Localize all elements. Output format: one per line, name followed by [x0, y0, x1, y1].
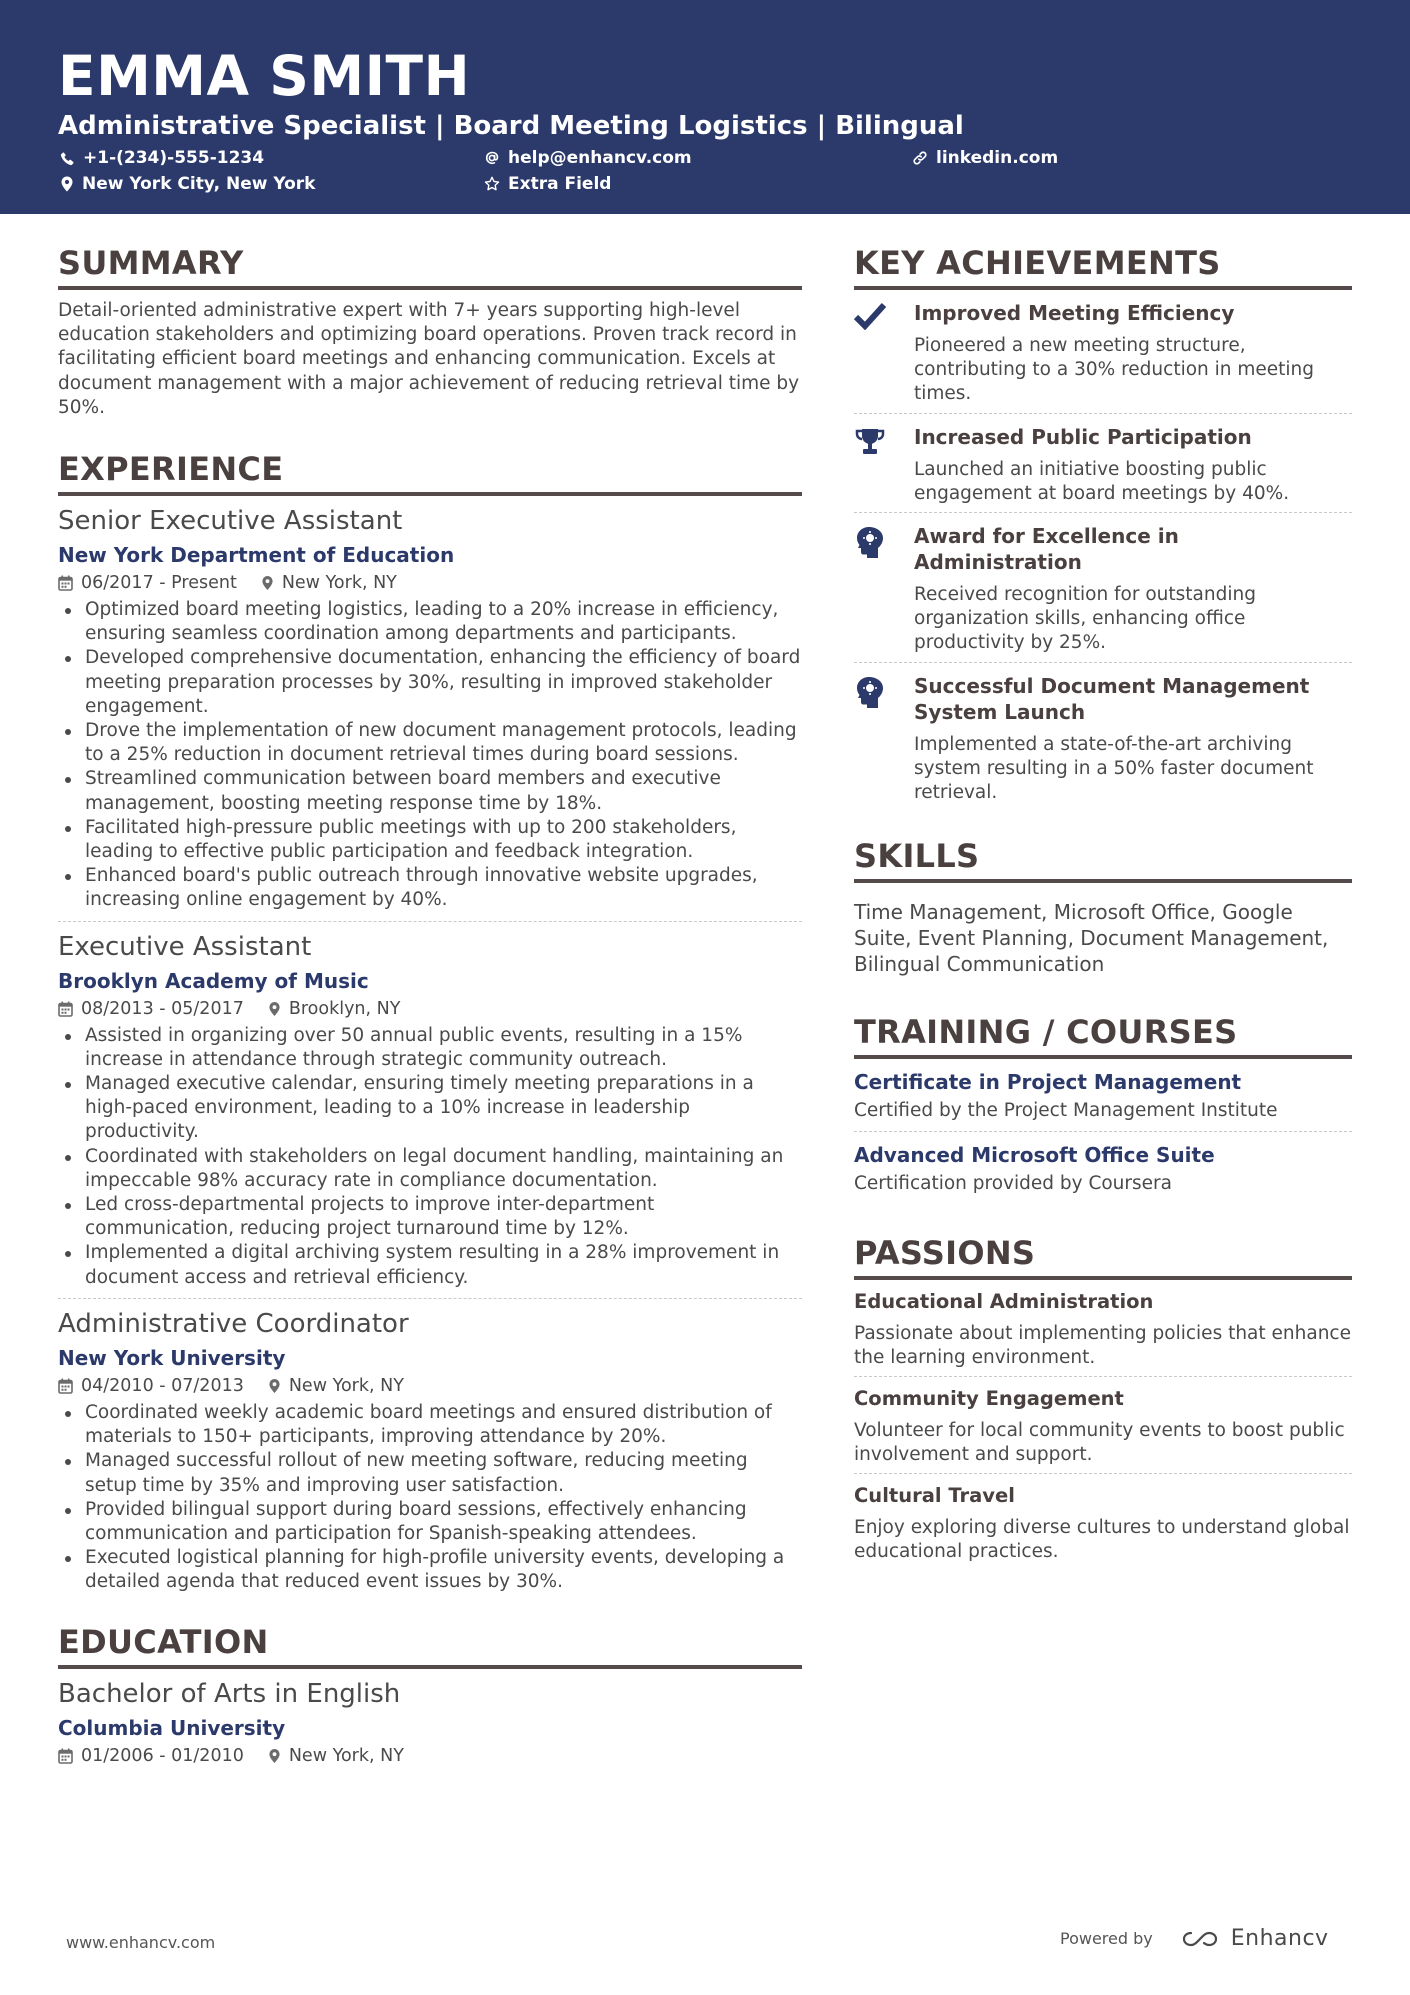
phone-text: +1-(234)-555-1234 [83, 148, 265, 168]
achievement-icon-wrap [854, 523, 914, 656]
job-bullet: Optimized board meeting logistics, leading to a 20% increase in efficiency, ensuring seamless coordination among departments and participants. [58, 598, 802, 646]
passion-desc: Enjoy exploring diverse cultures to understand global educational practices. [854, 1517, 1350, 1563]
achievement-item [854, 290, 1352, 413]
skills-heading: SKILLS [854, 837, 1352, 883]
job-title: Executive Assistant [58, 931, 312, 962]
course-title: Advanced Microsoft Office Suite [854, 1143, 1215, 1168]
location-pin-icon [268, 1378, 281, 1394]
job-bullet: Assisted in organizing over 50 annual public events, resulting in a 15% increase in attendance through strategic community outreach. [58, 1024, 802, 1072]
course-item [854, 1059, 1352, 1131]
passions-section [854, 1234, 1352, 1570]
achievement-desc: Launched an initiative boosting public engagement at board meetings by 40%. [914, 458, 1290, 504]
school-name: Columbia University [58, 1715, 286, 1740]
passion-item [854, 1280, 1352, 1376]
company-name: Brooklyn Academy of Music [58, 968, 369, 993]
achievement-icon-wrap [854, 673, 914, 806]
course-desc: Certified by the Project Management Institute [854, 1100, 1278, 1122]
achievement-item [854, 512, 1352, 662]
email-text: help@enhancv.com [508, 148, 692, 168]
achievement-title: Improved Meeting Efficiency [914, 301, 1235, 325]
summary-text: Detail-oriented administrative expert with 7+ years supporting high-level education stakeholders and optimizing board operations. Proven track record in facilitating efficient board meetings and enhancing communication. Excels at document management with a major achievement of reducing retrieval time by 50%. [58, 300, 800, 418]
linkedin-text: linkedin.com [936, 148, 1059, 168]
achievements-heading: KEY ACHIEVEMENTS [854, 244, 1352, 290]
achievement-item [854, 662, 1352, 812]
training-list [854, 1059, 1352, 1204]
footer-branding[interactable] [1060, 1926, 1329, 1951]
job-bullet: Coordinated weekly academic board meetings and ensured distribution of materials to 150+ participants, improving attendance by 20%. [58, 1401, 802, 1449]
achievement-desc: Pioneered a new meeting structure, contributing to a 30% reduction in meeting times. [914, 335, 1315, 405]
job-bullets [58, 598, 802, 913]
job-bullet: Developed comprehensive documentation, enhancing the efficiency of board meeting preparation processes by 30%, resulting in improved stakeholder engagement. [58, 646, 802, 719]
contact-email[interactable] [484, 148, 692, 168]
job-meta [58, 572, 802, 594]
job-dates: 06/2017 - Present [81, 573, 237, 594]
contact-phone[interactable] [60, 148, 264, 168]
trophy-icon [854, 426, 886, 458]
course-desc: Certification provided by Coursera [854, 1173, 1172, 1195]
powered-by-text: Powered by [1060, 1929, 1153, 1948]
left-column [58, 244, 802, 1767]
job-bullet: Drove the implementation of new document management protocols, leading to a 25% reduction in document retrieval times during board sessions. [58, 719, 802, 767]
job-bullet: Managed successful rollout of new meeting software, reducing meeting setup time by 35% and improving user satisfaction. [58, 1449, 802, 1497]
job-entry [58, 1298, 802, 1595]
achievement-title: Award for Excellence in Administration [914, 524, 1179, 575]
candidate-title: Administrative Specialist | Board Meeting Logistics | Bilingual [58, 111, 964, 141]
passion-desc: Volunteer for local community events to boost public involvement and support. [854, 1420, 1345, 1466]
contact-location [60, 174, 315, 194]
achievement-icon-wrap [854, 300, 914, 407]
passion-title: Community Engagement [854, 1387, 1124, 1411]
course-item [854, 1131, 1352, 1204]
achievement-body [914, 523, 1352, 656]
right-column [854, 244, 1352, 1570]
company-name: New York University [58, 1345, 286, 1370]
training-section [854, 1013, 1352, 1204]
calendar-icon [58, 1001, 73, 1017]
resume-header [0, 0, 1410, 214]
location-pin-icon [60, 176, 74, 192]
calendar-icon [58, 575, 73, 591]
achievements-section [854, 244, 1352, 811]
passions-heading: PASSIONS [854, 1234, 1352, 1280]
location-pin-icon [261, 575, 274, 591]
achievement-body [914, 424, 1352, 506]
phone-icon [60, 151, 75, 166]
job-bullet: Managed executive calendar, ensuring timely meeting preparations in a high-paced environment, leading to a 10% increase in leadership productivity. [58, 1072, 802, 1145]
job-dates: 08/2013 - 05/2017 [81, 998, 244, 1019]
job-bullet: Implemented a digital archiving system resulting in a 28% improvement in document access and retrieval efficiency. [58, 1241, 802, 1289]
job-bullets [58, 1024, 802, 1290]
job-dates: 04/2010 - 07/2013 [81, 1375, 244, 1396]
job-meta [58, 998, 802, 1020]
enhancv-logo-icon [1179, 1927, 1223, 1951]
training-heading: TRAINING / COURSES [854, 1013, 1352, 1059]
brand-name: Enhancv [1230, 1926, 1329, 1951]
achievement-desc: Received recognition for outstanding organization skills, enhancing office productivity by 25%. [914, 584, 1256, 654]
job-bullet: Led cross-departmental projects to improve inter-department communication, reducing project turnaround time by 12%. [58, 1193, 802, 1241]
passion-title: Cultural Travel [854, 1484, 1015, 1508]
location-pin-icon [268, 1748, 281, 1764]
passion-desc: Passionate about implementing policies that enhance the learning environment. [854, 1323, 1351, 1369]
calendar-icon [58, 1378, 73, 1394]
head-idea-icon [854, 525, 884, 559]
company-name: New York Department of Education [58, 543, 455, 568]
summary-section [58, 244, 802, 420]
link-icon [912, 150, 928, 166]
education-location: New York, NY [288, 1745, 404, 1766]
candidate-name: EMMA SMITH [58, 44, 471, 108]
job-title: Administrative Coordinator [58, 1308, 409, 1339]
skills-section [854, 837, 1352, 977]
achievement-icon-wrap [854, 424, 914, 506]
star-icon [484, 176, 500, 192]
passions-list [854, 1280, 1352, 1570]
checkmark-icon [854, 302, 886, 330]
at-icon [484, 150, 500, 166]
passion-title: Educational Administration [854, 1290, 1154, 1314]
achievement-title: Successful Document Management System Launch [914, 673, 1310, 724]
job-title: Senior Executive Assistant [58, 506, 403, 537]
job-bullet: Facilitated high-pressure public meetings with up to 200 stakeholders, leading to effective public participation and feedback integration. [58, 816, 802, 864]
achievements-list [854, 290, 1352, 811]
location-text: New York City, New York [82, 174, 316, 194]
contact-linkedin[interactable] [912, 148, 1058, 168]
job-bullet: Streamlined communication between board members and executive management, boosting meeting response time by 18%. [58, 767, 802, 815]
job-entry [58, 921, 802, 1290]
summary-heading: SUMMARY [58, 244, 802, 290]
education-meta [58, 1745, 802, 1767]
job-bullet: Enhanced board's public outreach through innovative website upgrades, increasing online engagement by 40%. [58, 864, 802, 912]
head-idea-icon [854, 675, 884, 709]
job-location: New York, NY [288, 1375, 404, 1396]
job-bullets [58, 1401, 802, 1595]
education-heading: EDUCATION [58, 1623, 802, 1669]
achievement-title: Increased Public Participation [914, 424, 1252, 449]
job-bullet: Provided bilingual support during board sessions, effectively enhancing communication and participation for Spanish-speaking attendees. [58, 1498, 802, 1546]
job-location: Brooklyn, NY [288, 998, 401, 1019]
passion-item [854, 1376, 1352, 1473]
location-pin-icon [268, 1001, 281, 1017]
job-bullet: Coordinated with stakeholders on legal document handling, maintaining an impeccable 98% accuracy rate in compliance documentation. [58, 1145, 802, 1193]
passion-item [854, 1473, 1352, 1570]
degree-title: Bachelor of Arts in English [58, 1678, 401, 1709]
education-dates: 01/2006 - 01/2010 [81, 1745, 244, 1766]
course-title: Certificate in Project Management [854, 1070, 1242, 1095]
achievement-body [914, 300, 1352, 407]
job-meta [58, 1375, 802, 1397]
calendar-icon [58, 1748, 73, 1764]
extra-text: Extra Field [508, 174, 612, 194]
education-section [58, 1623, 802, 1767]
contact-extra [484, 174, 611, 194]
achievement-item [854, 413, 1352, 512]
job-location: New York, NY [281, 573, 397, 594]
education-entry [58, 1669, 802, 1767]
experience-heading: EXPERIENCE [58, 450, 802, 496]
experience-list [58, 496, 802, 1595]
achievement-body [914, 673, 1352, 806]
job-bullet: Executed logistical planning for high-profile university events, developing a detailed agenda that reduced event issues by 30%. [58, 1546, 802, 1594]
job-entry [58, 496, 802, 913]
footer-website[interactable]: www.enhancv.com [66, 1933, 216, 1952]
achievement-desc: Implemented a state-of-the-art archiving system resulting in a 50% faster document retrieval. [914, 733, 1314, 804]
experience-section [58, 450, 802, 1595]
skills-text: Time Management, Microsoft Office, Google Suite, Event Planning, Document Management, Bilingual Communication [854, 900, 1329, 977]
